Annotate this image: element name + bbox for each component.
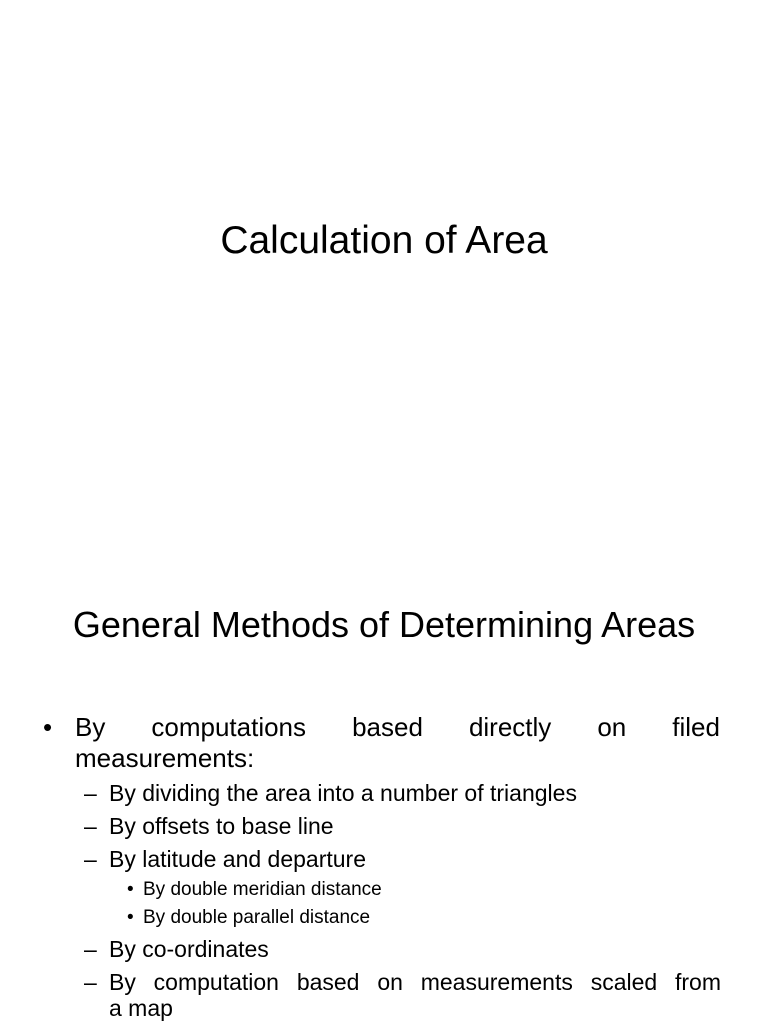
sub-bullet-item: By dividing the area into a number of triangles (109, 780, 577, 806)
slide-2 (0, 512, 768, 1024)
bullet-word: based (352, 712, 423, 742)
sub-sub-bullet-item: By double meridian distance (143, 879, 382, 900)
bullet-word: measurements (420, 969, 573, 995)
slide-title: General Methods of Determining Areas (72, 604, 696, 645)
bullet-item-line (75, 712, 720, 742)
bullet-word: directly (468, 712, 552, 742)
bullet-word: scaled (590, 969, 658, 995)
bullet-word: on (597, 712, 627, 742)
sub-bullet-item-line (109, 968, 721, 996)
sub-bullet-marker: – (84, 780, 97, 806)
sub-bullet-marker: – (84, 969, 97, 995)
sub-bullet-marker: – (84, 846, 97, 872)
sub-sub-bullet-marker: • (127, 879, 134, 900)
sub-sub-bullet-item: By double parallel distance (143, 907, 371, 928)
bullet-word: filed (672, 712, 720, 742)
bullet-list (0, 512, 768, 1024)
sub-bullet-item: By latitude and departure (109, 846, 367, 872)
bullet-word: from (675, 969, 721, 995)
sub-bullet-item-line: a map (109, 995, 173, 1021)
bullet-word: computations (151, 712, 307, 742)
bullet-word: By (109, 969, 136, 995)
sub-bullet-marker: – (84, 813, 97, 839)
sub-bullet-item: By co-ordinates (109, 936, 269, 962)
slide-title: Calculation of Area (220, 219, 548, 262)
bullet-item-line: measurements: (75, 743, 255, 773)
sub-bullet-marker: – (84, 936, 97, 962)
sub-sub-bullet-marker: • (127, 907, 134, 928)
bullet-word: computation (153, 969, 279, 995)
bullet-word: based (296, 969, 360, 995)
bullet-word: on (377, 969, 403, 995)
bullet-word: By (75, 712, 106, 742)
sub-bullet-item: By offsets to base line (109, 813, 334, 839)
bullet-marker: • (43, 712, 53, 742)
